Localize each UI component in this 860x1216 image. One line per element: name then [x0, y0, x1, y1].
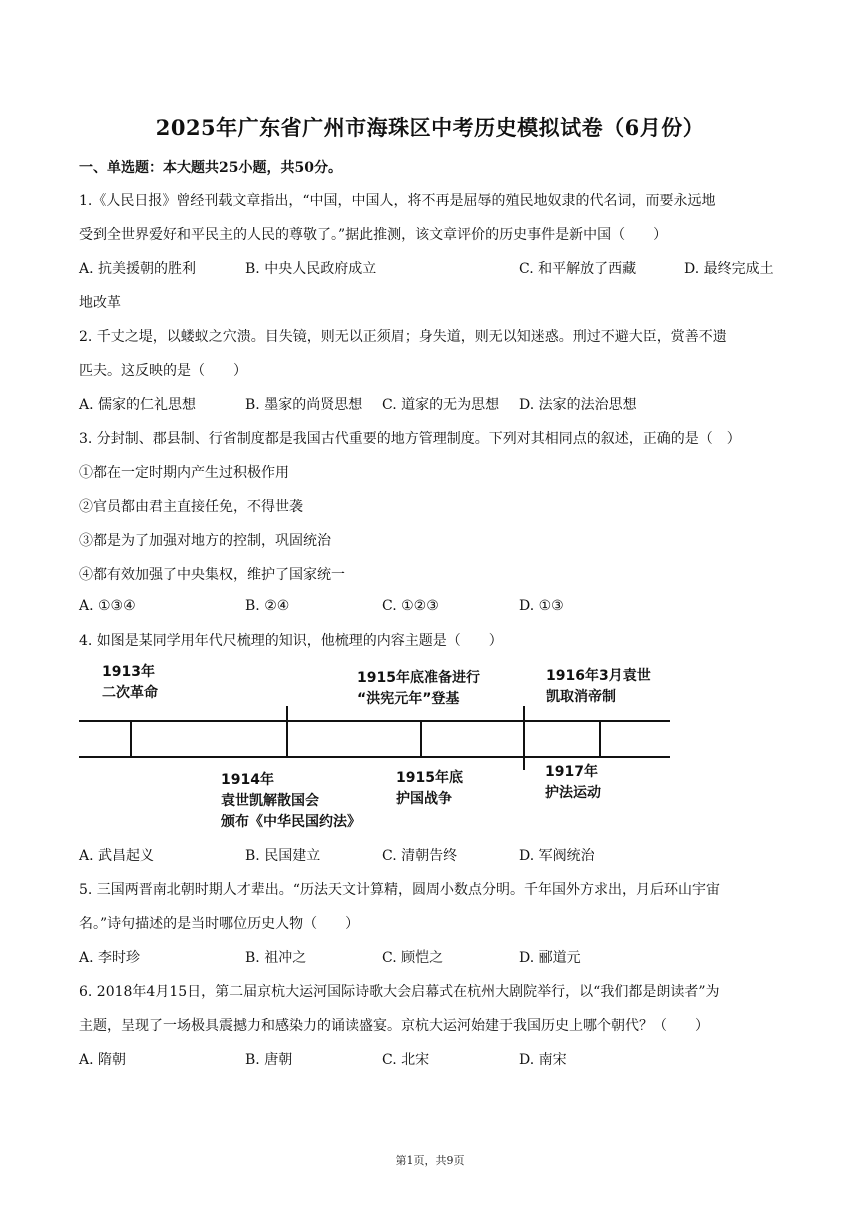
question-1-line-1: 1.《人民日报》曾经刊载文章指出，“中国，中国人，将不再是屈辱的殖民地奴隶的代名词，而要永远地 [79, 193, 716, 209]
timeline-label-1915-end: 1915年底 护国战争 [396, 770, 463, 807]
question-4-option-b[interactable]: B. 民国建立 [245, 848, 321, 864]
question-3-statement-4: ④都有效加强了中央集权，维护了国家统一 [79, 567, 345, 583]
question-6-line-1: 6. 2018年4月15日，第二届京杭大运河国际诗歌大会启幕式在杭州大剧院举行，以“我们都是朗读者”为 [79, 984, 720, 1000]
question-5-option-d[interactable]: D. 郦道元 [519, 950, 581, 966]
question-3-line-1: 3. 分封制、郡县制、行省制度都是我国古代重要的地方管理制度。下列对其相同点的叙述，正确的是（ ） [79, 431, 741, 447]
question-1-option-c[interactable]: C. 和平解放了西藏 [519, 261, 637, 277]
question-3-option-c[interactable]: C. ①②③ [382, 598, 439, 614]
question-6-line-2: 主题，呈现了一场极具震撼力和感染力的诵读盛宴。京杭大运河始建于我国历史上哪个朝代？（ ） [79, 1018, 709, 1034]
question-6-option-c[interactable]: C. 北宋 [382, 1052, 430, 1068]
question-1-option-d[interactable]: D. 最终完成土 [684, 261, 774, 277]
question-3-option-a[interactable]: A. ①③④ [79, 598, 136, 614]
question-3-option-d[interactable]: D. ①③ [519, 598, 564, 614]
question-2-option-a[interactable]: A. 儒家的仁礼思想 [79, 397, 197, 413]
question-5-option-c[interactable]: C. 顾恺之 [382, 950, 444, 966]
question-2-option-c[interactable]: C. 道家的无为思想 [382, 397, 500, 413]
question-5-line-2: 名。”诗句描述的是当时哪位历史人物（ ） [79, 916, 360, 932]
section-heading: 一、单选题：本大题共25小题，共50分。 [79, 160, 342, 176]
question-3-statement-1: ①都在一定时期内产生过积极作用 [79, 465, 289, 481]
question-2-line-2: 匹夫。这反映的是（ ） [79, 363, 247, 379]
question-1-option-a[interactable]: A. 抗美援朝的胜利 [79, 261, 197, 277]
timeline-label-1915-enthronement: 1915年底准备进行 “洪宪元年”登基 [357, 670, 480, 707]
question-2-line-1: 2. 千丈之堤，以蝼蚁之穴溃。目失镜，则无以正须眉；身失道，则无以知迷惑。刑过不避大臣，赏善不遗 [79, 329, 727, 345]
question-6-option-b[interactable]: B. 唐朝 [245, 1052, 293, 1068]
question-5-option-b[interactable]: B. 祖冲之 [245, 950, 307, 966]
page-number-footer: 第1页，共9页 [395, 1154, 465, 1167]
question-1-option-d-wrap: 地改革 [79, 295, 121, 311]
question-5-option-a[interactable]: A. 李时珍 [79, 950, 141, 966]
question-2-option-d[interactable]: D. 法家的法治思想 [519, 397, 637, 413]
timeline-label-1917: 1917年 护法运动 [545, 764, 601, 801]
question-3-statement-2: ②官员都由君主直接任免，不得世袭 [79, 499, 303, 515]
question-4-line-1: 4. 如图是某同学用年代尺梳理的知识，他梳理的内容主题是（ ） [79, 633, 503, 649]
timeline-chart [79, 700, 671, 770]
timeline-label-1916-march: 1916年3月袁世 凯取消帝制 [546, 668, 651, 705]
question-6-option-d[interactable]: D. 南宋 [519, 1052, 567, 1068]
question-3-option-b[interactable]: B. ②④ [245, 598, 290, 614]
question-4-option-d[interactable]: D. 军阀统治 [519, 848, 595, 864]
timeline-label-1914: 1914年 袁世凯解散国会 颁布《中华民国约法》 [221, 772, 361, 830]
question-3-statement-3: ③都是为了加强对地方的控制，巩固统治 [79, 533, 331, 549]
question-6-option-a[interactable]: A. 隋朝 [79, 1052, 127, 1068]
question-1-option-b[interactable]: B. 中央人民政府成立 [245, 261, 377, 277]
question-1-line-2: 受到全世界爱好和平民主的人民的尊敬了。”据此推测，该文章评价的历史事件是新中国（ ） [79, 227, 668, 243]
question-2-option-b[interactable]: B. 墨家的尚贤思想 [245, 397, 363, 413]
timeline-label-1913: 1913年 二次革命 [102, 664, 158, 701]
question-4-option-c[interactable]: C. 清朝告终 [382, 848, 458, 864]
question-4-option-a[interactable]: A. 武昌起义 [79, 848, 155, 864]
page-title: 2025年广东省广州市海珠区中考历史模拟试卷（6月份） [155, 115, 705, 140]
question-5-line-1: 5. 三国两晋南北朝时期人才辈出。“历法天文计算精，圆周小数点分明。千年国外方求出，月后环山宇宙 [79, 882, 720, 898]
